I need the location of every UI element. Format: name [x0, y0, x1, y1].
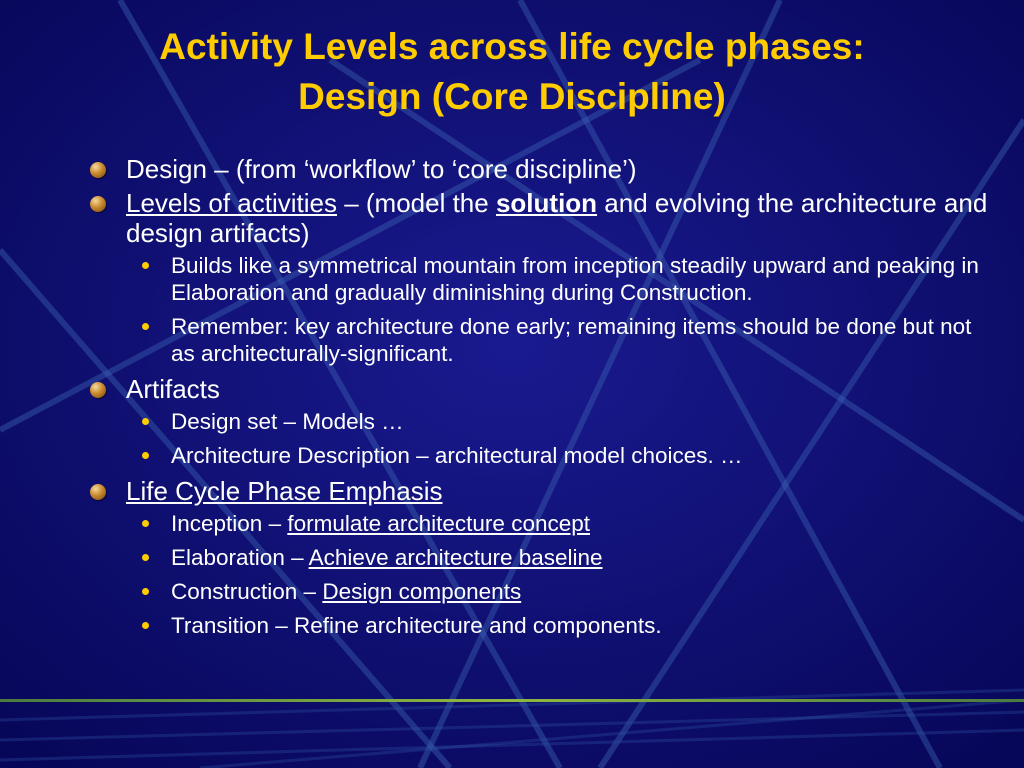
bullet-design-text: Design – (from ‘workflow’ to ‘core discipline’): [126, 154, 637, 184]
sub-bullet-dot: [142, 418, 149, 425]
sub-bullet-dot: [142, 520, 149, 527]
sub-bullet-architecture-description-text: Architecture Description – architectural model choices. …: [171, 443, 743, 468]
bullet-icon: [90, 196, 106, 212]
bullet-icon: [90, 162, 106, 178]
construction-label: Construction –: [171, 579, 323, 604]
sub-bullet-architecture-description: [90, 442, 990, 469]
phase-emphasis-link[interactable]: Life Cycle Phase Emphasis: [126, 476, 443, 506]
slide-content: [90, 154, 990, 646]
bullet-icon: [90, 382, 106, 398]
solution-link[interactable]: solution: [495, 188, 598, 218]
inception-link[interactable]: formulate architecture concept: [287, 511, 590, 536]
levels-of-activities-link[interactable]: Levels of activities: [126, 188, 337, 218]
title-line-1: Activity Levels across life cycle phases:: [159, 26, 865, 67]
slide-title: [0, 22, 1024, 122]
sub-bullet-design-set-text: Design set – Models …: [171, 409, 404, 434]
inception-label: Inception –: [171, 511, 288, 536]
elaboration-label: Elaboration –: [171, 545, 309, 570]
levels-text-b: and evolving the architecture and design artifacts): [126, 188, 988, 248]
sub-bullet-design-set: [90, 408, 990, 435]
transition-text: Transition – Refine architecture and components.: [171, 613, 662, 638]
sub-bullet-construction: [90, 578, 990, 605]
sub-bullet-transition: [90, 612, 990, 639]
bullet-icon: [90, 484, 106, 500]
sub-bullet-dot: [142, 262, 149, 269]
sub-bullet-remember: [90, 313, 990, 367]
title-line-2: Design (Core Discipline): [298, 76, 726, 117]
sub-bullet-dot: [142, 323, 149, 330]
bullet-design: [90, 154, 990, 184]
sub-bullet-inception: [90, 510, 990, 537]
sub-bullet-dot: [142, 452, 149, 459]
sub-bullet-mountain-text: Builds like a symmetrical mountain from inception steadily upward and peaking in Elaboration and gradually diminishing during Construction.: [171, 253, 979, 305]
sub-bullet-dot: [142, 622, 149, 629]
sub-bullet-elaboration: [90, 544, 990, 571]
footer-divider: [0, 699, 1024, 702]
construction-link[interactable]: Design components: [322, 579, 522, 604]
sub-bullet-remember-text: Remember: key architecture done early; remaining items should be done but not as architecturally-significant.: [171, 314, 972, 366]
sub-bullet-dot: [142, 554, 149, 561]
sub-bullet-mountain: [90, 252, 990, 306]
levels-text-a: – (model the: [336, 188, 496, 218]
sub-bullet-dot: [142, 588, 149, 595]
bullet-phase-emphasis: [90, 476, 990, 506]
bullet-artifacts: [90, 374, 990, 404]
bullet-artifacts-text: Artifacts: [126, 374, 220, 404]
bullet-levels: [90, 188, 990, 248]
elaboration-link[interactable]: Achieve architecture baseline: [308, 545, 603, 570]
